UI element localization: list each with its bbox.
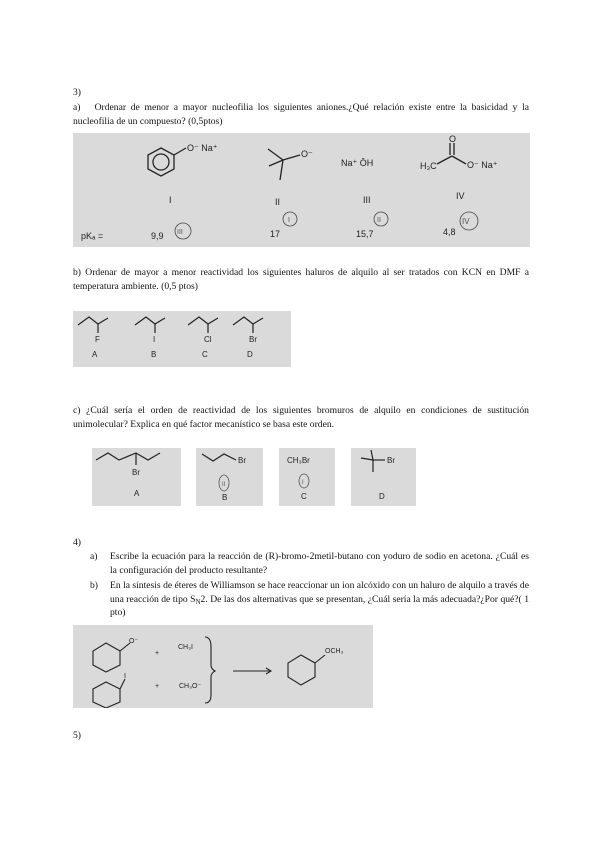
- question-3a-marker: a): [73, 102, 81, 113]
- bromide-d-letter: D: [379, 492, 385, 501]
- question-3c-text: ¿Cuál sería el orden de reactividad de los siguientes bromuros de alquilo en condiciones de sustitución unimolecular? Explica en qué factor mecanístico se basa este orden.: [73, 405, 529, 430]
- halide-d-letter: D: [247, 350, 253, 359]
- question-4b-sub: N: [195, 597, 201, 606]
- annotation-4: IV: [462, 217, 470, 226]
- figure-alkyl-halides: [73, 311, 291, 367]
- halide-iodine: I: [124, 673, 126, 680]
- question-4b-text-pre: En la síntesis de éteres de Williamson se hace reaccionar un ion alcóxido con un haluro de alquilo a través de una reacción de tipo S: [110, 580, 529, 605]
- question-3b-text: Ordenar de mayor a menor reactividad los siguientes haluros de alquilo al ser tratados con KCN en DMF a temperatura ambiente. (0,5 ptos): [73, 267, 530, 292]
- question-3c: [73, 404, 529, 431]
- question-5-number: 5): [73, 730, 81, 741]
- question-4a-text: Escribe la ecuación para la reacción de (R)-bromo-2metil-butano con yoduro de sodio en acetona. ¿Cuál es la configuración del producto resultante?: [110, 551, 529, 576]
- question-4-number: 4): [73, 537, 81, 548]
- halide-a-letter: A: [92, 350, 98, 359]
- bromide-d-box: [351, 448, 416, 506]
- reagent-ch3i: CH₃I: [178, 644, 193, 651]
- halide-d-atom: Br: [249, 335, 257, 344]
- anion-4-label: O⁻ Na⁺: [467, 160, 498, 170]
- anion-1-label: O⁻ Na⁺: [187, 143, 218, 153]
- bromide-b-annotation: II: [222, 482, 226, 488]
- anion-3-roman: III: [363, 195, 371, 205]
- question-4b-marker: b): [90, 580, 98, 591]
- annotation-2: I: [288, 217, 290, 224]
- figure-anions: [73, 133, 530, 247]
- question-4b-text-post: 2. De las dos alternativas que se presentan, ¿Cuál sería la más adecuada?¿Por qué?( 1 pto): [110, 593, 530, 618]
- bromide-c-annotation: I: [302, 480, 304, 486]
- acetate-h3c: H₃C: [420, 161, 437, 171]
- question-3b-marker: b): [73, 267, 81, 278]
- pka-label: pKₐ =: [81, 231, 104, 241]
- halide-c-letter: C: [202, 350, 208, 359]
- bromide-b-box: [196, 448, 263, 506]
- bromide-c-letter: C: [301, 492, 307, 501]
- bromide-d-br: Br: [387, 456, 395, 465]
- bromide-c-formula: CH₃Br: [287, 456, 310, 465]
- figure-williamson: [73, 625, 373, 708]
- anion-1-roman: I: [169, 195, 172, 205]
- halide-b-atom: I: [153, 335, 156, 344]
- anion-3-label: Na⁺ ŌH: [341, 158, 374, 168]
- bromide-a-letter: A: [134, 489, 140, 498]
- question-3a-text: Ordenar de menor a mayor nucleofilia los siguientes aniones.¿Qué relación existe entre la basicidad y la nucleofilia de un compuesto? (0,5ptos): [73, 102, 529, 127]
- acetate-structure: [437, 143, 466, 164]
- question-3-number: 3): [73, 87, 81, 98]
- product-och3: OCH₃: [325, 648, 344, 655]
- alkoxide-o: O⁻: [129, 638, 139, 645]
- bromide-a-br: Br: [132, 468, 140, 477]
- annotation-1: III: [177, 229, 183, 236]
- halide-a-atom: F: [95, 335, 100, 344]
- reagent-ch3o: CH₃O⁻: [179, 683, 202, 690]
- plus-1: +: [155, 650, 160, 657]
- halide-b-letter: B: [151, 350, 157, 359]
- anion-2-roman: II: [275, 197, 281, 207]
- plus-2: +: [155, 683, 160, 690]
- annotation-3: II: [377, 217, 381, 224]
- question-4a-marker: a): [90, 551, 98, 562]
- question-4b-text: [110, 579, 529, 620]
- bromide-b-letter: B: [222, 493, 228, 502]
- bromide-c-box: [279, 448, 335, 506]
- bromide-a-box: [92, 448, 181, 506]
- halide-c-atom: Cl: [204, 335, 212, 344]
- svg-text:O: O: [449, 134, 457, 144]
- question-3b: [73, 266, 529, 293]
- anion-2-label: O⁻: [301, 149, 313, 159]
- question-3a: [73, 101, 529, 128]
- anion-3-pka: 15,7: [356, 229, 374, 239]
- bromide-b-br: Br: [238, 456, 246, 465]
- anion-1-pka: 9,9: [151, 231, 164, 241]
- tert-butoxide-structure: [268, 149, 300, 180]
- question-3c-marker: c): [73, 405, 81, 416]
- phenoxide-structure: [148, 148, 186, 176]
- anion-4-roman: IV: [456, 191, 465, 201]
- anion-2-pka: 17: [270, 229, 281, 239]
- anion-4-pka: 4,8: [443, 227, 456, 237]
